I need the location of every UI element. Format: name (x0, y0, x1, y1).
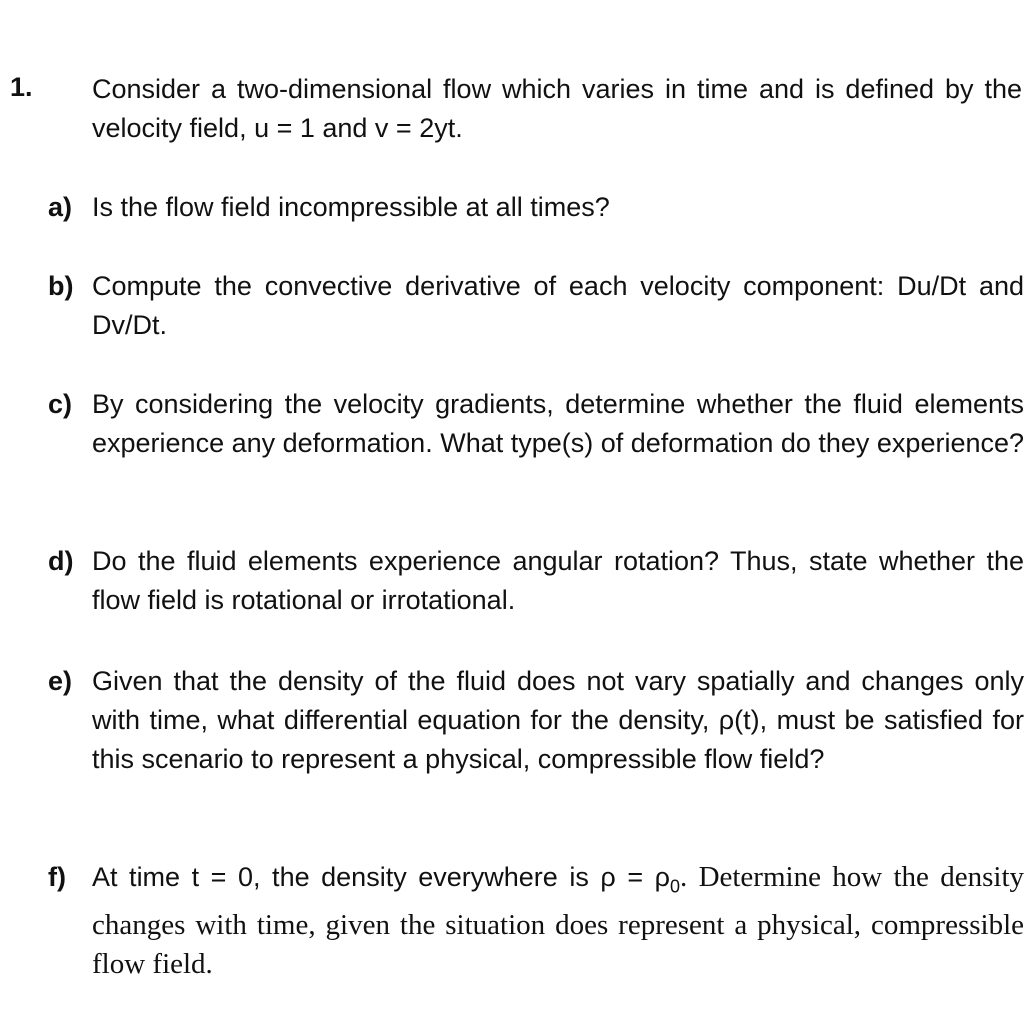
part-c-text: By considering the velocity gradients, determine whether the fluid elements experience any deformation. What type(s) of deformation do they experience? (92, 389, 1025, 458)
part-c (48, 385, 1024, 463)
part-e-text: Given that the density of the fluid does not vary spatially and changes only with time, what differential equation for the density, ρ(t), must be satisfied for this scenario to represent a physical, compressible flow field? (92, 666, 1024, 774)
part-f-text-start: At time t = 0, the density everywhere is ρ = ρ (92, 862, 670, 892)
part-e-label: e) (48, 666, 73, 696)
part-b-text: Compute the convective derivative of each velocity component: Du/Dt and Dv/Dt. (92, 271, 1024, 340)
part-d-label: d) (48, 546, 74, 576)
part-f-text (92, 858, 1024, 984)
part-d-text: Do the fluid elements experience angular rotation? Thus, state whether the flow field is rotational or irrotational. (92, 546, 1024, 615)
part-a-text: Is the flow field incompressible at all times? (92, 192, 610, 222)
part-d (48, 542, 1024, 620)
part-f-label: f) (48, 862, 66, 892)
part-b (48, 267, 1024, 345)
part-f (48, 858, 1024, 984)
part-b-label: b) (48, 271, 74, 301)
question-text: Consider a two-dimensional flow which varies in time and is defined by the velocity field, u = 1 and v = 2yt. (92, 74, 1022, 143)
part-f-subscript: 0 (670, 876, 681, 897)
part-f-text-end: . Determine how the density changes with time, given the situation does represent a physical, compressible flow field. (92, 861, 1024, 981)
question-number: 1. (10, 72, 33, 102)
part-c-label: c) (48, 389, 73, 419)
part-a (48, 188, 1024, 227)
part-e (48, 662, 1024, 779)
part-a-label: a) (48, 192, 73, 222)
